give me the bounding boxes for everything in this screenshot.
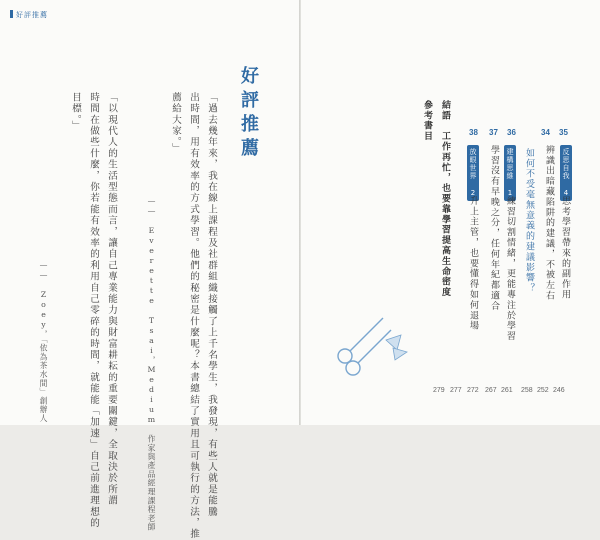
running-header [10, 10, 48, 20]
left-page [0, 0, 299, 540]
toc-page-number: 38 [469, 128, 478, 137]
quote-1-line-3: 薦給大家。」 [170, 92, 181, 155]
quote-1-line-1: 「過去幾年來，我在線上課程及社群組織接觸了上千名學生，我發現，有些人就是能騰 [206, 92, 217, 518]
quote-2-line-1: 「以現代人的生活型態而言，讓自己專業能力與財富耕耘的重要關鍵，全取決於所謂 [106, 92, 117, 507]
toc-entry-text[interactable]: 學習沒有早晚之分，任何年紀都適合 [489, 145, 499, 312]
toc-page-number: 246 [553, 387, 565, 394]
section-title: 好評推薦 [238, 66, 259, 162]
toc-page-number: 36 [507, 128, 516, 137]
toc-entry-text[interactable]: 升上主管，也要懂得如何退場 [468, 196, 478, 332]
quote-1-attribution: —— Everette Tsai，Medium 作家與產品經理課程老師 [147, 196, 156, 532]
quote-2-attribution: —— Zoey，「依為茶水間」創辦人 [39, 260, 48, 423]
toc-category-tag: 建構思維 1 [504, 145, 516, 201]
running-header-label: 好評推薦 [16, 11, 48, 19]
toc-page-number: 279 [433, 387, 445, 394]
toc-page-number: 258 [521, 387, 533, 394]
toc-entry-text[interactable]: 練習切割情緒，更能專注於學習 [505, 196, 515, 342]
toc-page-number: 267 [485, 387, 497, 394]
toc-entry-conclusion[interactable]: 結語 工作再忙，也要靠學習提高生命密度 [440, 100, 450, 298]
toc-entry-text[interactable]: 思考學習帶來的副作用 [560, 196, 570, 300]
toc-page-number: 37 [489, 128, 498, 137]
toc-page-number: 261 [501, 387, 513, 394]
toc-page-number: 277 [450, 387, 462, 394]
toc-page-number: 252 [537, 387, 549, 394]
header-marker-icon [10, 10, 13, 18]
quote-2-line-2: 時間在做些什麼，你若能有效率的利用自己零碎的時間，就能能「加速」自己前進理想的 [88, 92, 99, 529]
toc-page-number: 272 [467, 387, 479, 394]
quote-2-line-3: 目標。」 [70, 92, 81, 132]
toc-entry-text[interactable]: 如何不受毫無意義的建議影響？ [524, 148, 534, 294]
toc-entry-references[interactable]: 參考書目 [422, 100, 432, 142]
toc-page-number: 34 [541, 128, 550, 137]
toc-category-tag: 反思自我 4 [560, 145, 572, 201]
right-page [301, 0, 600, 425]
scissors-illustration-icon [331, 300, 411, 380]
quote-1-line-2: 出時間，用有效率的方式學習。他們的秘密是什麼呢？本書總結了實用且可執行的方法，推 [188, 92, 199, 540]
toc-category-tag: 放眼世界 2 [467, 145, 479, 201]
toc-entry-text[interactable]: 辨識出暗藏陷阱的建議，不被左右 [544, 145, 554, 301]
toc-page-number: 35 [559, 128, 568, 137]
